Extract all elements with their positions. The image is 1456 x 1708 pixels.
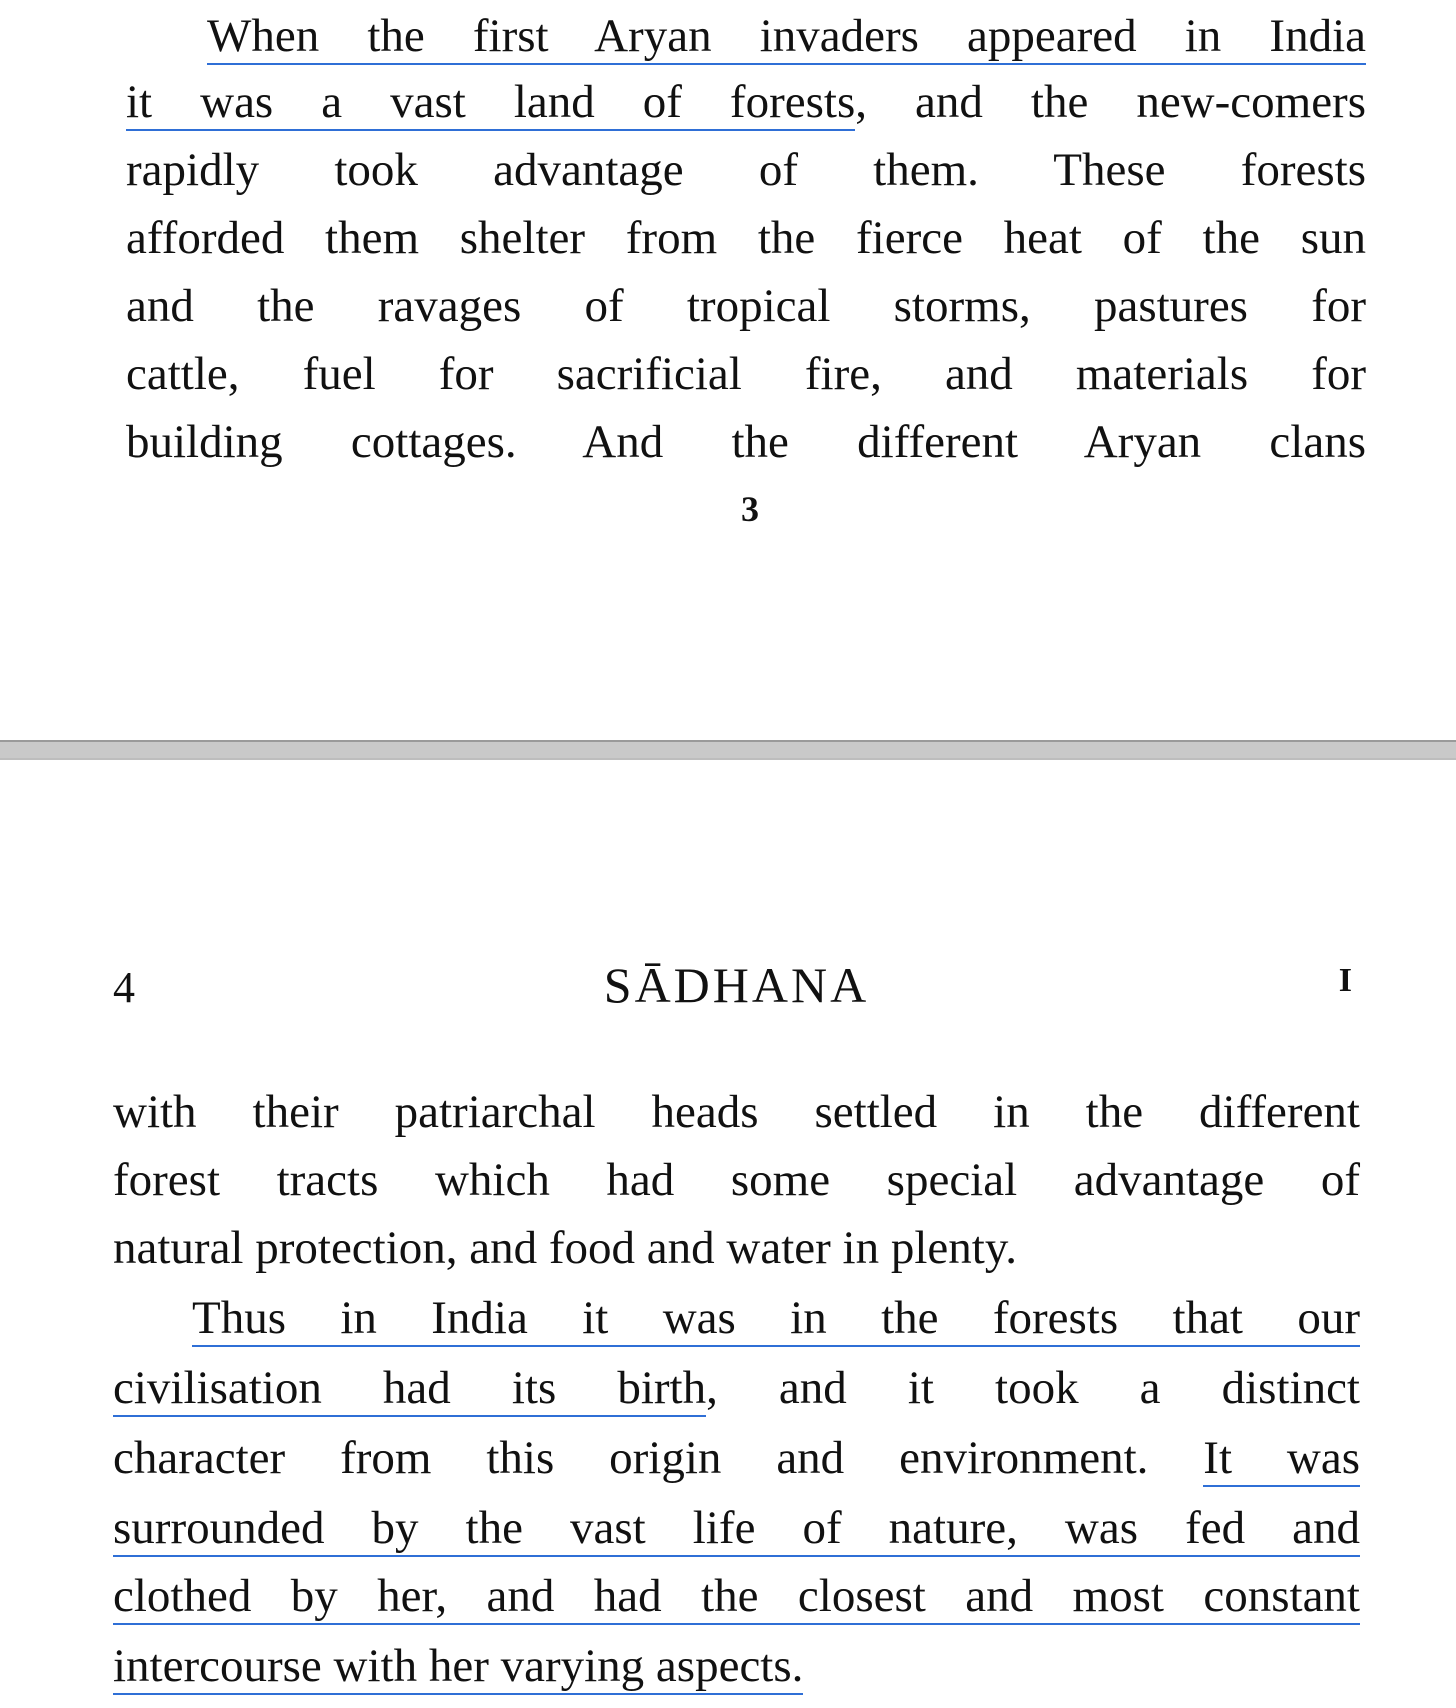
text-line: natural protection, and food and water in plenty.: [113, 1222, 1018, 1274]
running-title: SĀDHANA: [603, 957, 870, 1013]
text-line: afforded them shelter from the fierce heat of the sun: [126, 212, 1366, 264]
text-line: it was a vast land of forests, and the new-comers: [126, 72, 1366, 132]
chapter-number: I: [1338, 962, 1352, 999]
page-number: 3: [741, 489, 759, 529]
underlined-passage: Thus in India it was in the forests that our: [192, 1292, 1360, 1347]
text-line: and the ravages of tropical storms, pastures for: [126, 280, 1366, 332]
underlined-passage: When the first Aryan invaders appeared in India: [207, 10, 1366, 65]
text-line: building cottages. And the different Aryan clans: [126, 416, 1366, 468]
page-number: 4: [113, 963, 135, 1012]
bottom-page: [0, 760, 1456, 1708]
text-line: with their patriarchal heads settled in the different: [113, 1086, 1360, 1138]
underlined-passage: It was: [1203, 1432, 1360, 1487]
underlined-passage: clothed by her, and had the closest and most constant: [113, 1570, 1360, 1625]
text-line: rapidly took advantage of them. These forests: [126, 144, 1366, 196]
text-line: [207, 6, 1366, 66]
text-line: forest tracts which had some special advantage of: [113, 1154, 1360, 1206]
underlined-passage: it was a vast land of forests: [126, 76, 855, 131]
page-divider: [0, 740, 1456, 760]
running-header: [113, 957, 1360, 1022]
underlined-passage: surrounded by the vast life of nature, was fed and: [113, 1502, 1360, 1557]
text-line: civilisation had its birth, and it took a distinct: [113, 1358, 1360, 1418]
underlined-passage: intercourse with her varying aspects.: [113, 1640, 803, 1695]
text-line: cattle, fuel for sacrificial fire, and materials for: [126, 348, 1366, 400]
underlined-passage: civilisation had its birth: [113, 1362, 706, 1417]
top-page: [0, 0, 1456, 740]
text-line: character from this origin and environment. It was: [113, 1428, 1360, 1488]
